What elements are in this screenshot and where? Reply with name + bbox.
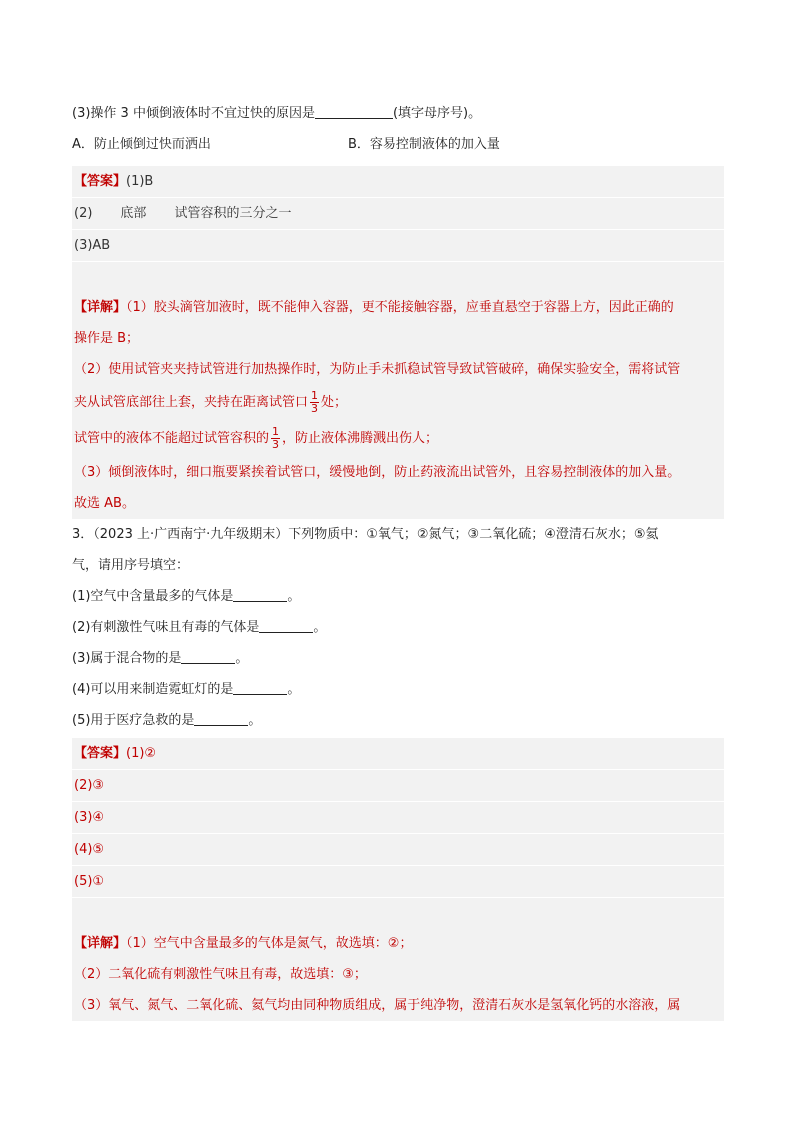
answer-line: (2) 底部 试管容积的三分之一 [72,198,724,230]
detail-line: 试管中的液体不能超过试管容积的 $\frac{1}{3}$ ，防止液体沸腾溅出伤人； [74,425,439,451]
answer-line: (4)⑤ [72,834,724,866]
answer-blank [194,711,248,726]
detail-tag: 【详解】 [74,936,127,951]
answer-block-3 [72,738,724,1021]
answer-line: 【答案】(1)B [72,166,724,198]
detail-line: 操作是 B； [74,331,140,346]
detail-line: 故选 AB。 [74,496,135,511]
q3-stem-line: 气，请用序号填空： [72,558,190,573]
answer-blank [315,104,393,119]
detail-line: 【详解】（1）胶头滴管加液时，既不能伸入容器，更不能接触容器，应垂直悬空于容器上方，因此正确的 [74,300,674,315]
detail-line: （3）倾倒液体时，细口瓶要紧挨着试管口，缓慢地倒，防止药液流出试管外，且容易控制液体的加入量。 [74,465,681,480]
q3-part: (4)可以用来制造霓虹灯的是 。 [72,682,301,697]
q3-part: (2)有刺激性气味且有毒的气体是 。 [72,620,327,635]
answer-line: (5)① [72,866,724,898]
fraction-one-third: $\frac{1}{3}$ [272,425,280,451]
q3-part: (3)属于混合物的是 。 [72,651,249,666]
q3-stem-line: 3．（2023 上·广西南宁·九年级期末）下列物质中：①氧气；②氮气；③二氧化硫；④澄清石灰水；⑤氦 [72,527,659,542]
answer-blank [233,680,287,695]
answer-line: (3)AB [72,230,724,262]
detail-line: （2）使用试管夹夹持试管进行加热操作时，为防止手未抓稳试管导致试管破碎，确保实验安全，需将试管 [74,362,681,377]
document-page [72,98,724,1021]
q3-part: (5)用于医疗急救的是 。 [72,713,262,728]
q2-part3-question: (3)操作 3 中倾倒液体时不宜过快的原因是 (填字母序号)。 [72,106,482,121]
question-3 [72,519,724,736]
q3-part: (1)空气中含量最多的气体是 。 [72,589,301,604]
q2-part3-options [72,129,724,160]
option-a: A．防止倾倒过快而洒出 [72,137,211,152]
detail-block-3 [72,928,724,1021]
answer-block-2 [72,166,724,519]
detail-tag: 【详解】 [74,300,127,315]
option-b: B．容易控制液体的加入量 [348,137,500,152]
answer-line: (2)③ [72,770,724,802]
detail-line: 夹从试管底部往上套，夹持在距离试管口 $\frac{1}{3}$ 处； [74,389,348,415]
detail-line: （2）二氧化硫有刺激性气味且有毒，故选填：③； [74,967,367,982]
answer-tag: 【答案】 [74,746,127,761]
detail-line: 【详解】（1）空气中含量最多的气体是氮气，故选填：②； [74,936,413,951]
answer-line: 【答案】(1)② [72,738,724,770]
answer-blank [259,618,313,633]
answer-tag: 【答案】 [74,174,127,189]
detail-block-2 [72,292,724,519]
answer-line: (3)④ [72,802,724,834]
answer-blank [181,649,235,664]
detail-line: （3）氧气、氮气、二氧化硫、氦气均由同种物质组成，属于纯净物，澄清石灰水是氢氧化钙的水溶液，属 [74,998,681,1013]
fraction-one-third: $\frac{1}{3}$ [311,389,319,415]
answer-blank [233,587,287,602]
